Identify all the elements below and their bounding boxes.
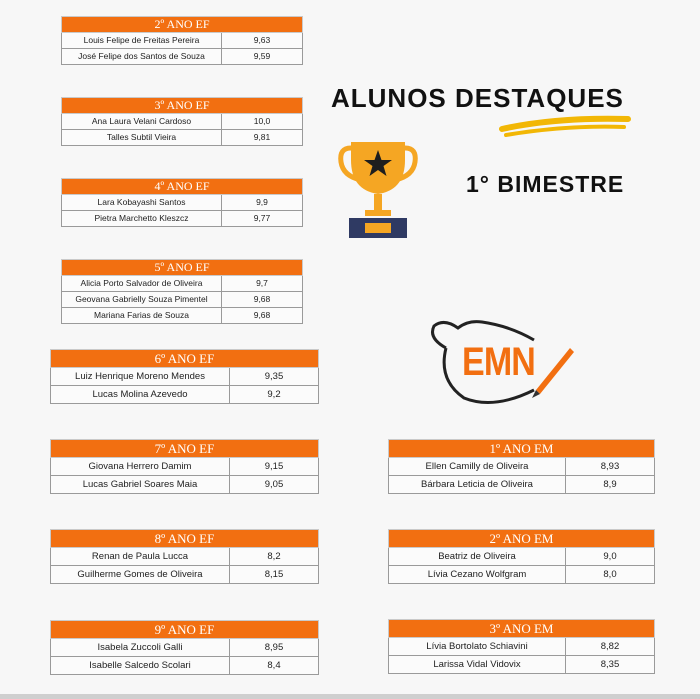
table-title: 3º ANO EF xyxy=(61,97,303,114)
table-row xyxy=(388,476,655,494)
student-name: Ellen Camilly de Oliveira xyxy=(389,458,566,475)
student-grade: 10,0 xyxy=(253,116,271,126)
trophy-icon xyxy=(337,138,419,242)
logo-text: EMN xyxy=(462,340,536,384)
table-row xyxy=(388,458,655,476)
table-row xyxy=(61,308,303,324)
student-name: Lara Kobayashi Santos xyxy=(62,195,222,210)
table-row xyxy=(50,386,319,404)
student-grade: 9,2 xyxy=(267,389,281,400)
emn-logo-icon xyxy=(424,318,574,408)
pencil-icon xyxy=(532,348,574,398)
student-grade: 9,9 xyxy=(256,197,268,207)
student-name: Guilherme Gomes de Oliveira xyxy=(51,566,230,583)
table-title: 2º ANO EF xyxy=(61,16,303,33)
student-name: Beatriz de Oliveira xyxy=(389,548,566,565)
student-name: Larissa Vidal Vidovix xyxy=(389,656,566,673)
student-grade: 9,77 xyxy=(253,213,271,223)
student-name: Pietra Marchetto Kleszcz xyxy=(62,211,222,226)
table-8-ano-ef xyxy=(50,529,319,584)
student-grade: 9,81 xyxy=(253,132,271,142)
period-label: 1° BIMESTRE xyxy=(466,171,625,197)
student-name: Talles Subtil Vieira xyxy=(62,130,222,145)
table-7-ano-ef xyxy=(50,439,319,494)
table-row xyxy=(50,548,319,566)
table-title: 8º ANO EF xyxy=(50,529,319,548)
student-name: Giovana Herrero Damim xyxy=(51,458,230,475)
student-grade: 8,0 xyxy=(603,569,617,580)
student-grade: 9,68 xyxy=(253,294,271,304)
table-row xyxy=(50,476,319,494)
table-row xyxy=(61,195,303,211)
table-title: 7º ANO EF xyxy=(50,439,319,458)
student-name: Geovana Gabrielly Souza Pimentel xyxy=(62,292,222,307)
table-title: 9º ANO EF xyxy=(50,620,319,639)
table-row xyxy=(61,49,303,65)
table-row xyxy=(50,368,319,386)
bottom-divider xyxy=(0,694,700,699)
table-row xyxy=(50,566,319,584)
table-title: 6º ANO EF xyxy=(50,349,319,368)
table-title: 5º ANO EF xyxy=(61,259,303,276)
student-name: Lucas Gabriel Soares Maia xyxy=(51,476,230,493)
table-5-ano-ef xyxy=(61,259,303,324)
table-title: 4º ANO EF xyxy=(61,178,303,195)
table-row xyxy=(61,276,303,292)
student-grade: 9,0 xyxy=(603,551,617,562)
table-row xyxy=(388,638,655,656)
student-grade: 8,95 xyxy=(264,642,284,653)
student-name: Luiz Henrique Moreno Mendes xyxy=(51,368,230,385)
student-name: Lívia Cezano Wolfgram xyxy=(389,566,566,583)
table-1-ano-em xyxy=(388,439,655,494)
student-grade: 9,7 xyxy=(256,278,268,288)
student-grade: 8,4 xyxy=(267,660,281,671)
student-name: Lucas Molina Azevedo xyxy=(51,386,230,403)
table-row xyxy=(50,458,319,476)
table-row xyxy=(61,211,303,227)
student-name: Bárbara Leticia de Oliveira xyxy=(389,476,566,493)
student-name: Isabela Zuccoli Galli xyxy=(51,639,230,656)
student-grade: 9,59 xyxy=(253,51,271,61)
student-grade: 9,15 xyxy=(264,461,284,472)
student-grade: 8,82 xyxy=(600,641,620,652)
table-row xyxy=(388,656,655,674)
table-row xyxy=(61,33,303,49)
student-grade: 8,35 xyxy=(600,659,620,670)
table-4-ano-ef xyxy=(61,178,303,227)
page-title: ALUNOS DESTAQUES xyxy=(331,83,624,113)
student-grade: 9,05 xyxy=(264,479,284,490)
table-title: 3º ANO EM xyxy=(388,619,655,638)
student-grade: 9,35 xyxy=(264,371,284,382)
table-title: 1º ANO EM xyxy=(388,439,655,458)
student-name: Alicia Porto Salvador de Oliveira xyxy=(62,276,222,291)
student-name: Renan de Paula Lucca xyxy=(51,548,230,565)
table-row xyxy=(388,566,655,584)
student-grade: 9,68 xyxy=(253,310,271,320)
student-name: Ana Laura Velani Cardoso xyxy=(62,114,222,129)
table-2-ano-ef xyxy=(61,16,303,65)
student-name: Mariana Farias de Souza xyxy=(62,308,222,323)
student-name: Louis Felipe de Freitas Pereira xyxy=(62,33,222,48)
table-row xyxy=(388,548,655,566)
student-grade: 8,2 xyxy=(267,551,281,562)
table-2-ano-em xyxy=(388,529,655,584)
student-grade: 9,63 xyxy=(253,35,271,45)
table-row xyxy=(61,292,303,308)
table-6-ano-ef xyxy=(50,349,319,404)
student-name: Isabelle Salcedo Scolari xyxy=(51,657,230,674)
table-row xyxy=(50,639,319,657)
table-row xyxy=(61,114,303,130)
student-grade: 8,93 xyxy=(600,461,620,472)
table-title: 2º ANO EM xyxy=(388,529,655,548)
table-9-ano-ef xyxy=(50,620,319,675)
student-grade: 8,9 xyxy=(603,479,617,490)
table-row xyxy=(61,130,303,146)
student-grade: 8,15 xyxy=(264,569,284,580)
table-row xyxy=(50,657,319,675)
table-3-ano-em xyxy=(388,619,655,674)
student-name: José Felipe dos Santos de Souza xyxy=(62,49,222,64)
title-underline-brush xyxy=(496,111,636,139)
student-name: Lívia Bortolato Schiavini xyxy=(389,638,566,655)
table-3-ano-ef xyxy=(61,97,303,146)
